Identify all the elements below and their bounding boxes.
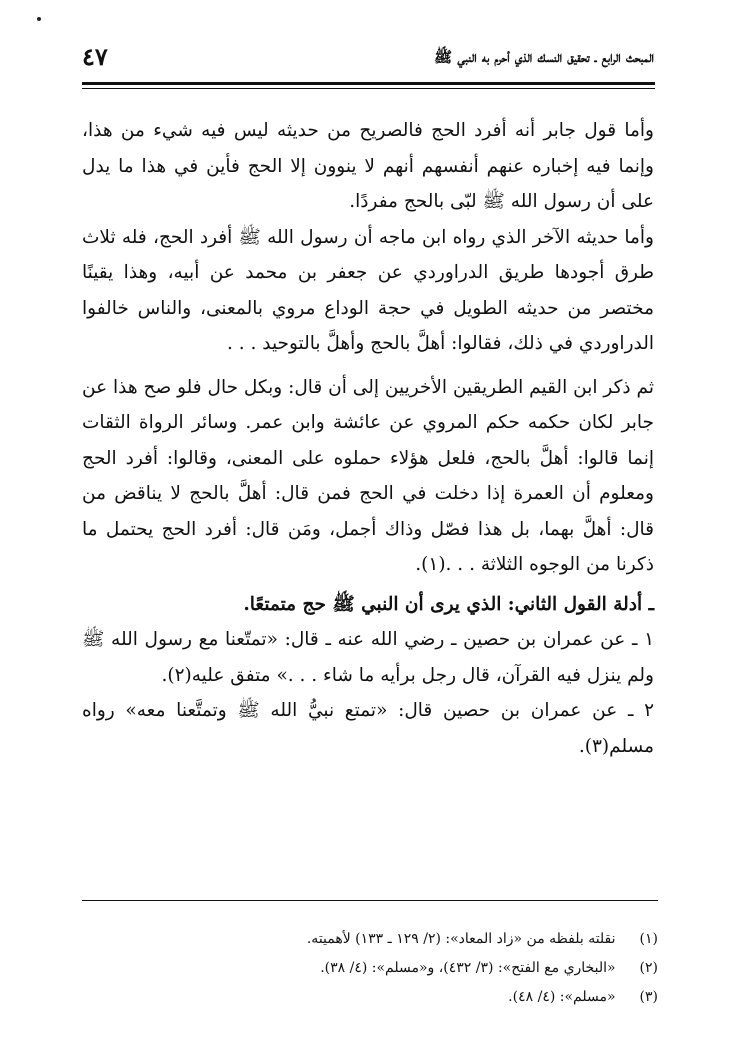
footnote-separator [82,900,658,901]
numbered-evidence: ٢ ـ عن عمران بن حصين قال: «تمتع نبيُّ الله ﷺ وتمتَّعنا معه» رواه مسلم(٣). [82,700,654,757]
footnotes [82,925,658,1012]
footnote-number: (١) [639,931,658,947]
footnote-number: (٣) [639,989,658,1005]
page-number: ٤٧ [82,42,108,71]
numbered-evidence: ١ ـ عن عمران بن حصين ـ رضي الله عنه ـ قال: «تمتّعنا مع رسول الله ﷺ ولم ينزل فيه القرآن، قال رجل برأيه ما شاء . . .» متفق عليه(٢). [82,629,654,686]
scan-speck [37,17,41,21]
footnote [82,954,658,983]
paragraph: وأما قول جابر أنه أفرد الحج فالصريح من حديثه ليس فيه شيء من هذا، وإنما فيه إخباره عنهم أنفسهم أنهم لا ينوون إلا الحج فأين في هذا ما يدل على أن رسول الله ﷺ لبّى بالحج مفردًا. [82,120,654,212]
footnote-text: نقلته بلفظه من «زاد المعاد»: (٢/ ١٢٩ ـ ١٣٣) لأهميته. [306,931,616,947]
section-heading: ـ أدلة القول الثاني: الذي يرى أن النبي ﷺ حج متمتعًا. [243,593,654,615]
footnote [82,983,658,1012]
running-header [82,40,654,74]
main-text [82,113,654,764]
footnote [82,925,658,954]
paragraph: وأما حديثه الآخر الذي رواه ابن ماجه أن رسول الله ﷺ أفرد الحج، فله ثلاث طرق أجودها طريق الدراوردي عن جعفر بن محمد عن أبيه، وهذا يقينًا مختصر من حديثه الطويل في حجة الوداع مروي بالمعنى، والناس خالفوا الدراوردي في ذلك، فقالوا: أهلَّ بالحج وأهلَّ بالتوحيد . . . [82,226,654,354]
footnote-text: «البخاري مع الفتح»: (٣/ ٤٣٢)، و«مسلم»: (٤/ ٣٨). [320,960,616,976]
header-rule-thin [82,88,655,89]
footnote-text: «مسلم»: (٤/ ٤٨). [508,989,616,1005]
footnote-number: (٢) [639,960,658,976]
chapter-title: المبحث الرابع ـ تحقيق النسك الذي أحرم به النبي ﷺ [434,48,654,66]
paragraph: ثم ذكر ابن القيم الطريقين الأخريين إلى أن قال: وبكل حال فلو صح هذا عن جابر لكان حكمه حكم المروي عن عائشة وابن عمر. وسائر الرواة الثقات إنما قالوا: أهلَّ بالحج، فلعل هؤلاء حملوه على المعنى، وقالوا: أفرد الحج ومعلوم أن العمرة إذا دخلت في الحج فمن قال: أهلَّ بالحج لا يناقض من قال: أهلَّ بهما، بل هذا فصّل وذاك أجمل، ومَن قال: أفرد الحج يحتمل ما ذكرنا من الوجوه الثلاثة . . .(١). [82,376,654,575]
header-rule-thick [82,82,655,85]
